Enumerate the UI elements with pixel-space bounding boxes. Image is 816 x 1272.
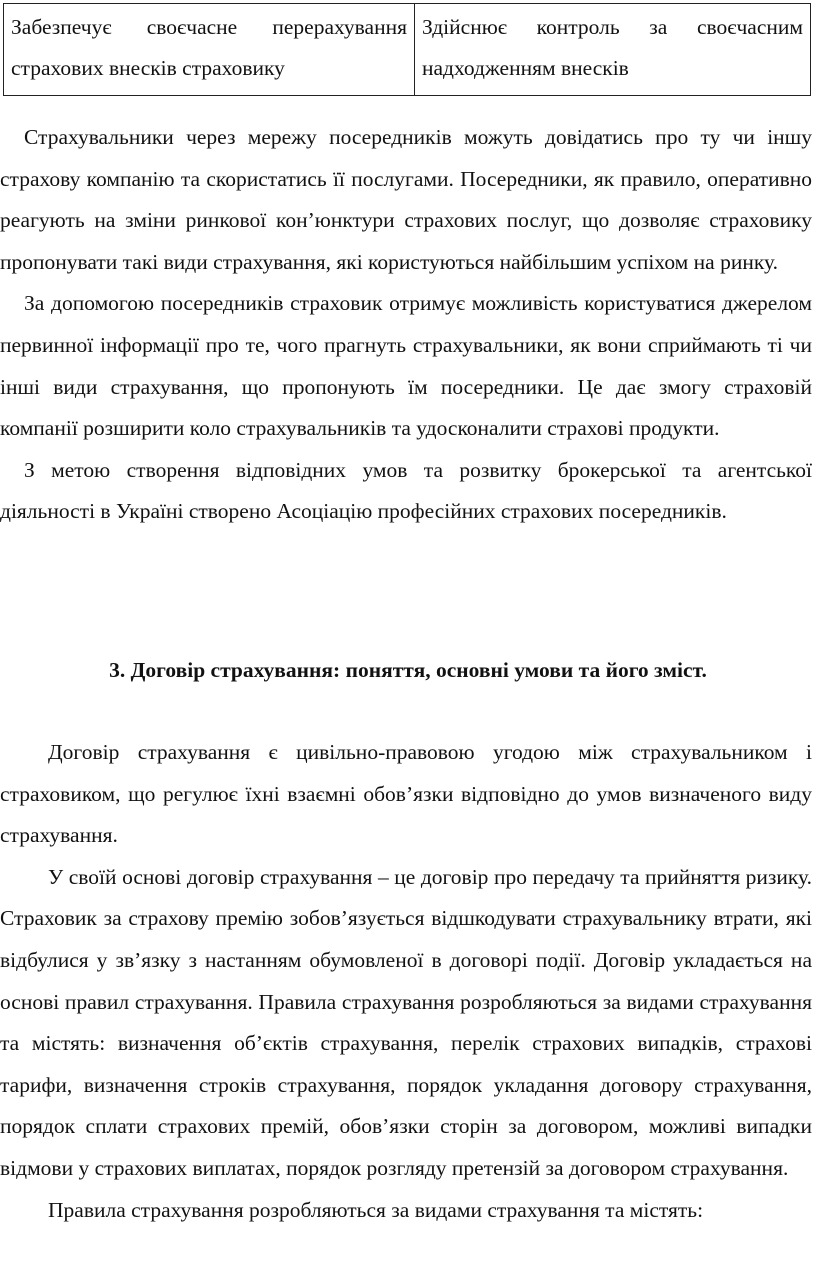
section-heading: 3. Договір страхування: поняття, основні умови та його зміст. <box>109 658 707 682</box>
paragraph-primary-information: За допомогою посередників страховик отримує можливість користуватися джерелом первинної інформації про те, чого прагнуть страхувальники, як вони сприймають ті чи інші види страхування, що пропонують їм посередники. Це дає змогу страховій компанії розширити коло страхувальників та удосконалити страхові продукти. <box>0 291 812 441</box>
paragraph-association: З метою створення відповідних умов та розвитку брокерської та агентської діяльності в Україні створено Асоціацію професійних страхових посередників. <box>0 457 812 524</box>
paragraph-intermediaries: Страхувальники через мережу посередників можуть довідатись про ту чи іншу страхову компанію та скористатись її послугами. Посередники, як правило, оперативно реагують на зміни ринкової кон’юнктури страхових послуг, що дозволяє страховику пропонувати такі види страхування, які користуються найбільшим успіхом на ринку. <box>0 125 812 274</box>
intro-text-block <box>0 117 812 533</box>
table-cell-left: Забезпечує своєчасне перерахування страхових внесків страховику <box>4 4 415 96</box>
obligations-table <box>3 3 811 96</box>
section-text-block <box>0 732 812 1231</box>
table-row <box>4 4 811 96</box>
table-cell-right: Здійснює контроль за своєчасним надходженням внесків <box>415 4 811 96</box>
paragraph-rules-intro: Правила страхування розробляються за видами страхування та містять: <box>48 1197 704 1222</box>
paragraph-contract-definition: Договір страхування є цивільно-правовою угодою між страхувальником і страховиком, що регулює їхні взаємні обов’язки відповідно до умов визначеного виду страхування. <box>0 740 812 848</box>
paragraph-contract-essence: У своїй основі договір страхування – це договір про передачу та прийняття ризику. Страховик за страхову премію зобов’язується відшкодувати страхувальнику втрати, які відбулися у зв’язку з настанням обумовленої в договорі події. Договір укладається на основі правил страхування. Правила страхування розробляються за видами страхування та містять: визначення об’єктів страхування, перелік страхових випадків, страхові тарифи, визначення строків страхування, порядок укладання договору страхування, порядок сплати страхових премій, обов’язки сторін за договором, можливі випадки відмови у страхових виплатах, порядок розгляду претензій за договором страхування. <box>0 864 812 1180</box>
